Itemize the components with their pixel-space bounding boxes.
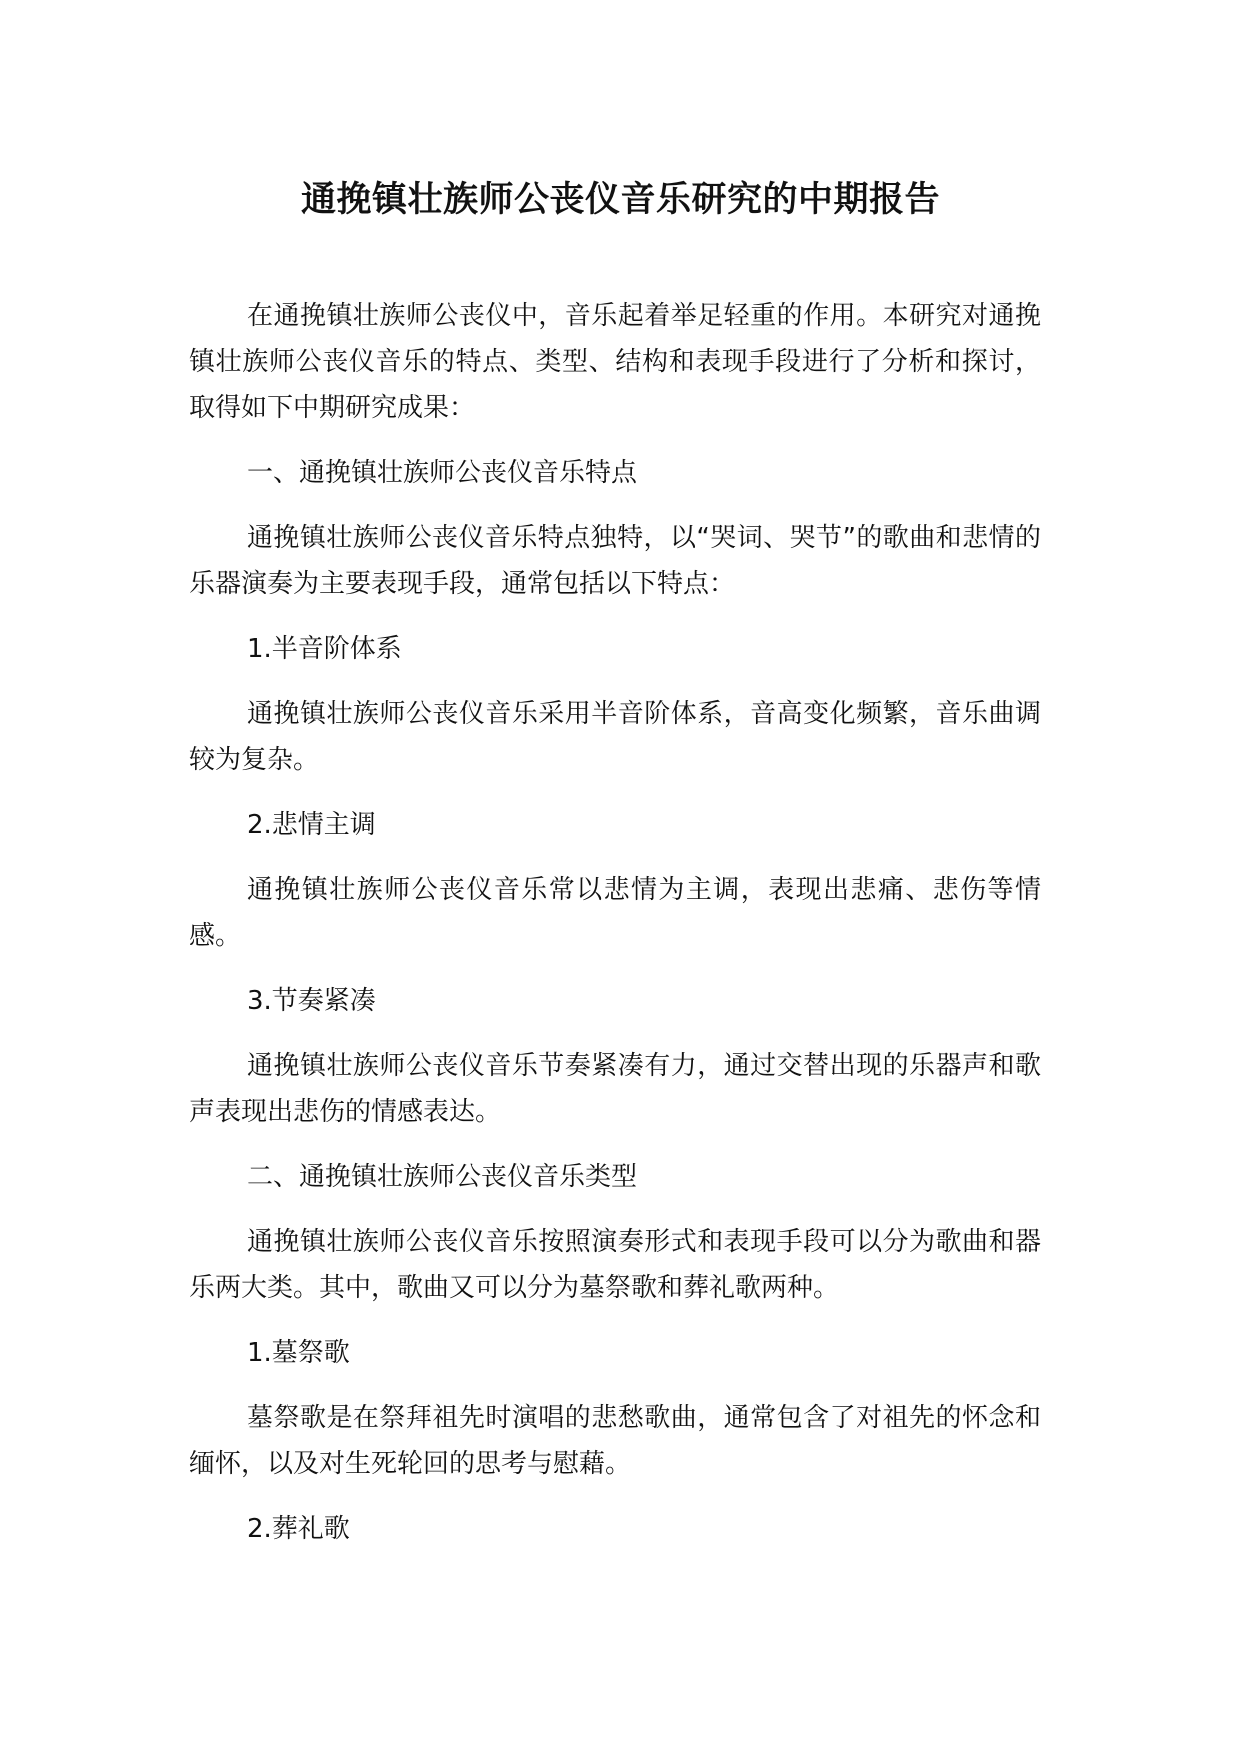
subheading-chromatic-scale: 1.半音阶体系 <box>247 634 402 664</box>
subheading-funeral-songs: 2.葬礼歌 <box>247 1514 350 1544</box>
chromatic-scale-paragraph: 通挽镇壮族师公丧仪音乐采用半音阶体系，音高变化频繁，音乐曲调较为复杂。 <box>189 699 1041 775</box>
subheading-tomb-songs: 1.墓祭歌 <box>247 1338 350 1368</box>
intro-paragraph: 在通挽镇壮族师公丧仪中，音乐起着举足轻重的作用。本研究对通挽镇壮族师公丧仪音乐的特点、类型、结构和表现手段进行了分析和探讨，取得如下中期研究成果： <box>189 301 1041 423</box>
document-title: 通挽镇壮族师公丧仪音乐研究的中期报告 <box>300 180 940 220</box>
section-heading-characteristics: 一、通挽镇壮族师公丧仪音乐特点 <box>247 458 638 488</box>
types-paragraph: 通挽镇壮族师公丧仪音乐按照演奏形式和表现手段可以分为歌曲和器乐两大类。其中，歌曲又可以分为墓祭歌和葬礼歌两种。 <box>189 1227 1041 1303</box>
document-body <box>189 293 1041 1571</box>
compact-rhythm-paragraph: 通挽镇壮族师公丧仪音乐节奏紧凑有力，通过交替出现的乐器声和歌声表现出悲伤的情感表达。 <box>189 1051 1041 1127</box>
characteristics-paragraph: 通挽镇壮族师公丧仪音乐特点独特，以“哭词、哭节”的歌曲和悲情的乐器演奏为主要表现手段，通常包括以下特点： <box>189 523 1041 599</box>
tomb-songs-paragraph: 墓祭歌是在祭拜祖先时演唱的悲愁歌曲，通常包含了对祖先的怀念和缅怀，以及对生死轮回的思考与慰藉。 <box>189 1403 1041 1479</box>
section-heading-types: 二、通挽镇壮族师公丧仪音乐类型 <box>247 1162 638 1192</box>
subheading-sad-tone: 2.悲情主调 <box>247 810 376 840</box>
subheading-compact-rhythm: 3.节奏紧凑 <box>247 986 376 1016</box>
sad-tone-paragraph: 通挽镇壮族师公丧仪音乐常以悲情为主调，表现出悲痛、悲伤等情感。 <box>189 875 1041 951</box>
